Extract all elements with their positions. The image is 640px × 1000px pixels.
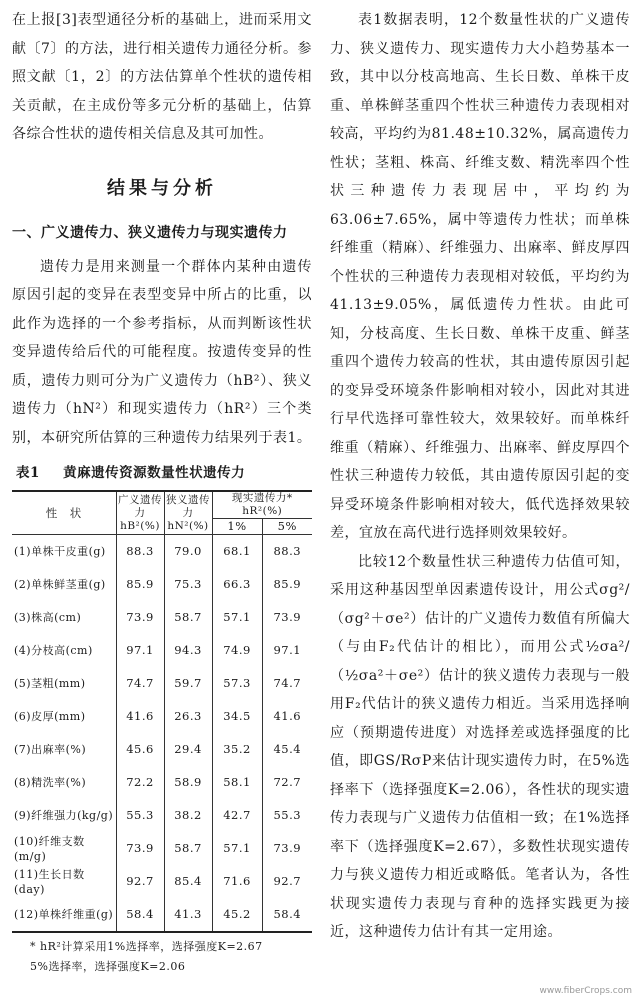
right-column [330, 6, 630, 947]
cell-trait: (7)出麻率(%) [12, 733, 116, 766]
cell-narrow: 26.3 [164, 700, 212, 733]
table-row [12, 667, 312, 700]
cell-r5: 45.4 [273, 742, 302, 756]
cell-trait: (4)分枝高(cm) [12, 634, 116, 667]
header-narrow-label: 狭义遗传力 [166, 493, 210, 519]
cell-broad: 88.3 [116, 535, 164, 569]
cell-narrow: 85.4 [164, 865, 212, 898]
cell-broad: 73.9 [116, 832, 164, 865]
cell-r1: 35.2 [212, 733, 262, 766]
comparison-paragraph: 比较12个数量性状三种遗传力估值可知，采用这种基因型单因素遗传设计，用公式σg²/（σg²＋σe²）估计的广义遗传力数值有所偏大（与由F₂代估计的相比），而用公式½σa²/（½σa²＋σe²）估计的狭义遗传力表现与一般用F₂代估计的狭义遗传力相近。当采用选择响应（预期遗传进度）对选择差或选择强度的比值，即GS/RσP来估计现实遗传力时，在5%选择率下（选择强度K=2.06），各性状的现实遗传力表现与广义遗传力估值相一致；在1%选择率下（选择强度K=2.67），多数性状现实遗传力与狭义遗传力相近或略低。笔者认为，各性状现实遗传力表现与育种的选择实践更为接近，这种遗传力估计有其一定用途。 [330, 553, 630, 940]
table-row [12, 535, 312, 569]
header-realized-symbol: hR²(%) [242, 505, 283, 517]
table-body [12, 535, 312, 933]
cell-broad: 45.6 [116, 733, 164, 766]
header-broad-label: 广义遗传力 [118, 493, 162, 519]
cell-r1: 57.1 [212, 832, 262, 865]
table-row [12, 568, 312, 601]
cell-trait: (12)单株纤维重(g) [12, 898, 116, 932]
cell-broad: 85.9 [116, 568, 164, 601]
cell-narrow: 59.7 [164, 667, 212, 700]
table-footnote-2: 5%选择率，选择强度K=2.06 [30, 960, 186, 973]
cell-narrow: 58.9 [164, 766, 212, 799]
cell-r1: 57.1 [212, 601, 262, 634]
cell-r1: 66.3 [212, 568, 262, 601]
table-footnote-1: * hR²计算采用1%选择率，选择强度K=2.67 [30, 940, 263, 953]
cell-broad: 74.7 [116, 667, 164, 700]
table-row [12, 832, 312, 865]
table-row [12, 733, 312, 766]
cell-narrow: 75.3 [164, 568, 212, 601]
table-row [12, 601, 312, 634]
table-row [12, 865, 312, 898]
table-row [12, 766, 312, 799]
cell-trait: (8)精洗率(%) [12, 766, 116, 799]
cell-narrow: 29.4 [164, 733, 212, 766]
cell-narrow: 94.3 [164, 634, 212, 667]
cell-narrow: 41.3 [164, 898, 212, 932]
cell-r5: 72.7 [273, 775, 302, 789]
cell-r5: 41.6 [273, 709, 302, 723]
cell-trait: (11)生长日数(day) [12, 865, 116, 898]
table-number: 表1 [16, 465, 40, 481]
cell-r5: 97.1 [273, 643, 302, 657]
cell-broad: 97.1 [116, 634, 164, 667]
cell-r1: 42.7 [212, 799, 262, 832]
cell-r5: 73.9 [273, 841, 302, 855]
table-row [12, 700, 312, 733]
cell-r1: 57.3 [212, 667, 262, 700]
cell-broad: 72.2 [116, 766, 164, 799]
cell-broad: 55.3 [116, 799, 164, 832]
cell-trait: (5)茎粗(mm) [12, 667, 116, 700]
cell-broad: 92.7 [116, 865, 164, 898]
heritability-table [12, 490, 312, 933]
cell-r5: 58.4 [262, 898, 312, 932]
cell-r5: 92.7 [273, 874, 302, 888]
cell-trait: (2)单株鲜茎重(g) [12, 568, 116, 601]
cell-narrow: 38.2 [164, 799, 212, 832]
table-row [12, 898, 312, 932]
cell-r5: 73.9 [273, 610, 302, 624]
cell-r5: 55.3 [273, 808, 302, 822]
cell-r1: 58.1 [212, 766, 262, 799]
cell-r5: 85.9 [273, 577, 302, 591]
cell-trait: (1)单株干皮重(g) [12, 535, 116, 569]
header-broad-symbol: hB²(%) [120, 519, 160, 532]
results-paragraph: 表1数据表明，12个数量性状的广义遗传力、狭义遗传力、现实遗传力大小趋势基本一致，其中以分枝高地高、生长日数、单株干皮重、单株鲜茎重四个性状三种遗传力表现相对较高，平均约为81.48±10.32%，属高遗传力性状；茎粗、株高、纤维支数、精洗率四个性状三种遗传力表现居中，平均约为63.06±7.65%，属中等遗传力性状；而单株纤维重（精麻）、纤维强力、出麻率、鲜皮厚四个性状的三种遗传力表现相对较低，平均约为41.13±9.05%，属低遗传力性状。由此可知，分枝高度、生长日数、单株干皮重、鲜茎重四个遗传力较高的性状，其由遗传原因引起的变异受环境条件影响相对较小，因此对其进行早代选择可靠性较大，效果较好。而单株纤维重（精麻）、纤维强力、出麻率、鲜皮厚四个性状三种遗传力较低，其由遗传原因引起的变异受环境条件影响相对较大，低代选择效果较差，宜放在高代进行选择则效果较好。 [330, 12, 630, 541]
cell-narrow: 58.7 [164, 601, 212, 634]
header-realized-label: 现实遗传力* [231, 492, 293, 504]
cell-narrow: 79.0 [164, 535, 212, 569]
cell-broad: 73.9 [116, 601, 164, 634]
cell-r1: 74.9 [212, 634, 262, 667]
cell-r5: 74.7 [273, 676, 302, 690]
header-narrow [164, 491, 212, 535]
header-realized [212, 491, 312, 519]
cell-r1: 34.5 [212, 700, 262, 733]
cell-r1: 68.1 [212, 535, 262, 569]
header-r5: 5% [262, 519, 312, 535]
table-caption [16, 462, 312, 484]
cell-trait: (3)株高(cm) [12, 601, 116, 634]
intro-paragraph: 在上报[3]表型通径分析的基础上，进而采用文献〔7〕的方法，进行相关遗传力通径分析。参照文献〔1，2〕的方法估算单个性状的遗传相关贡献，在主成份等多元分析的基础上，估算各综合性状的遗传相关信息及其可加性。 [12, 12, 312, 142]
header-trait: 性 状 [12, 491, 116, 535]
watermark: www.fiberCrops.com [539, 986, 632, 996]
subsection-title: 一、广义遗传力、狭义遗传力与现实遗传力 [12, 224, 288, 241]
header-broad [116, 491, 164, 535]
cell-trait: (9)纤维强力(kg/g) [12, 799, 116, 832]
header-narrow-symbol: hN²(%) [167, 519, 209, 532]
heritability-paragraph: 遗传力是用来测量一个群体内某种由遗传原因引起的变异在表型变异中所占的比重，以此作为选择的一个参考指标，从而判断该性状变异遗传给后代的可能程度。按遗传变异的性质，遗传力则可分为广义遗传力（hB²）、狭义遗传力（hN²）和现实遗传力（hR²）三个类别，本研究所估算的三种遗传力结果列于表1。 [12, 258, 312, 446]
table-row [12, 799, 312, 832]
cell-r5: 88.3 [273, 544, 302, 558]
cell-r1: 45.2 [212, 898, 262, 932]
section-title: 结果与分析 [107, 177, 217, 199]
header-r1: 1% [212, 519, 262, 535]
cell-broad: 58.4 [116, 898, 164, 932]
cell-narrow: 58.7 [164, 832, 212, 865]
cell-trait: (6)皮厚(mm) [12, 700, 116, 733]
left-column [12, 6, 312, 977]
cell-r1: 71.6 [212, 865, 262, 898]
cell-trait: (10)纤维支数(m/g) [12, 832, 116, 865]
cell-broad: 41.6 [116, 700, 164, 733]
table-row [12, 634, 312, 667]
table-title: 黄麻遗传资源数量性状遗传力 [63, 465, 246, 481]
